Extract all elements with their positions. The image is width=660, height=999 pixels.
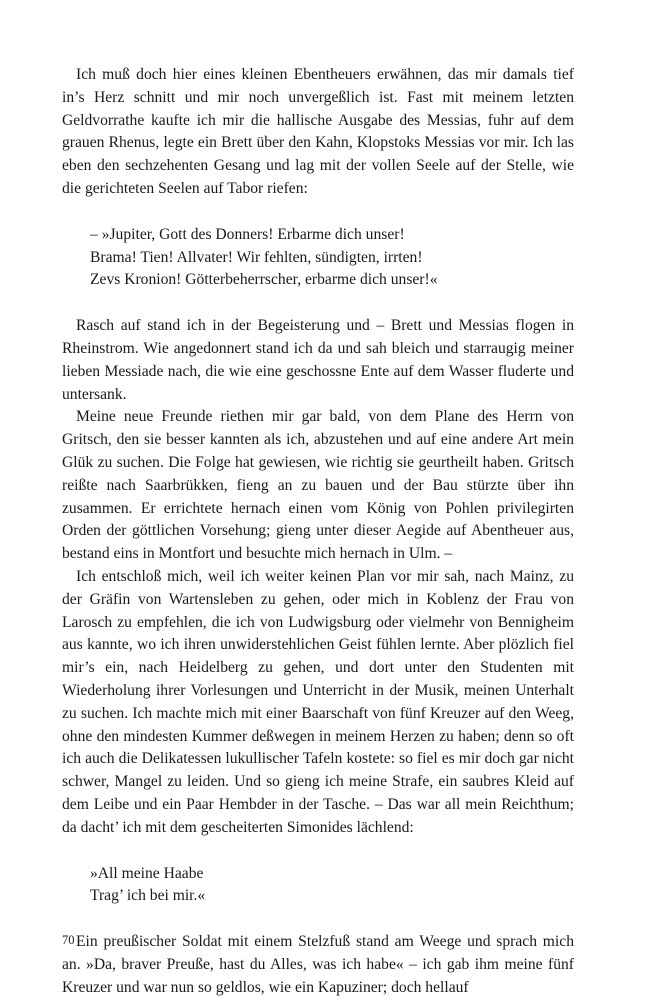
poem-line: – »Jupiter, Gott des Donners! Erbarme dich unser! [90,225,405,243]
paragraph: Ein preußischer Soldat mit einem Stelzfuß stand am Weege und sprach mich an. »Da, braver Preuße, hast du Alles, was ich habe« – ich gab ihm meine fünf Kreuzer und war nun so geldlos, wie ein Kapuziner; doch hellauf [62,933,574,996]
page-number: 70 [62,933,75,947]
paragraph: Ich entschloß mich, weil ich weiter keinen Plan vor mir sah, nach Mainz, zu der Gräfin von Wartensleben zu gehen, oder mich in Koblenz der Frau von Larosch zu empfehlen, die ich von Ludwigsburg oder vielmehr von Bennigheim aus kannte, wo ich ihren unwiderstehlichen Geist fühlen lernte. Aber plözlich fiel mir’s ein, nach Heidelberg zu gehen, und dort unter den Studenten mit Wiederholung ihrer Vorlesungen und Unterricht in der Musik, meinen Unterhalt zu suchen. Ich machte mich mit einer Baarschaft von fünf Kreuzer auf den Weeg, ohne den mindesten Kummer deßwegen in meinem Herzen zu haben; denn so oft ich auch die Delikatessen lukullischer Tafeln kostete: so fiel es mir doch gar nicht schwer, Mangel zu leiden. Und so gieng ich meine Strafe, ein saubres Kleid auf dem Leibe und ein Paar Hembder in der Tasche. – Das war all mein Reichthum; da dacht’ ich mit dem gescheiterten Simonides lächlend: [62,567,574,836]
page-body [62,64,574,999]
spacer [62,292,574,315]
poem-line: Brama! Tien! Allvater! Wir fehlten, sündigten, irrten! [90,248,423,266]
poem-line: Trag’ ich bei mir.« [90,887,206,905]
poem-line: »All meine Haabe [90,864,204,882]
paragraph: Meine neue Freunde riethen mir gar bald, von dem Plane des Herrn von Gritsch, den sie besser kannten als ich, abzustehen und auf eine andere Art mein Glük zu suchen. Die Folge hat gewiesen, wie richtig sie geurtheilt haben. Gritsch reißte nach Saarbrükken, fieng an zu bauen und der Bau stürzte über ihn zusammen. Er errichtete hernach einen vom König von Pohlen privilegirten Orden der göttlichen Vorsehung; gieng unter dieser Aegide auf Abentheuer aus, bestand eins in Montfort und besuchte mich hernach in Ulm. – [62,408,574,563]
poem-quote [62,224,574,292]
paragraph: Ich muß doch hier eines kleinen Ebentheuers erwähnen, das mir damals tief in’s Herz schnitt und mir noch unvergeßlich ist. Fast mit meinem letzten Geldvorrathe kaufte ich mir die hallische Ausgabe des Messias, fuhr auf dem grauen Rhenus, legte ein Brett über den Kahn, Klopstoks Messias vor mir. Ich las eben den sechzehenten Gesang und lag mit der vollen Seele auf der Stelle, wie die gerichteten Seelen auf Tabor riefen: [62,66,574,197]
poem-quote [62,863,574,909]
spacer [62,840,574,863]
spacer [62,201,574,224]
poem-line: Zevs Kronion! Götterbeherrscher, erbarme dich unser!« [90,271,438,289]
paragraph: Rasch auf stand ich in der Begeisterung und – Brett und Messias flogen in Rheinstrom. Wie angedonnert stand ich da und sah bleich und starraugig meiner lieben Messiade nach, die wie eine geschossne Ente auf dem Wasser fluderte und untersank. [62,317,574,403]
spacer [62,908,574,931]
